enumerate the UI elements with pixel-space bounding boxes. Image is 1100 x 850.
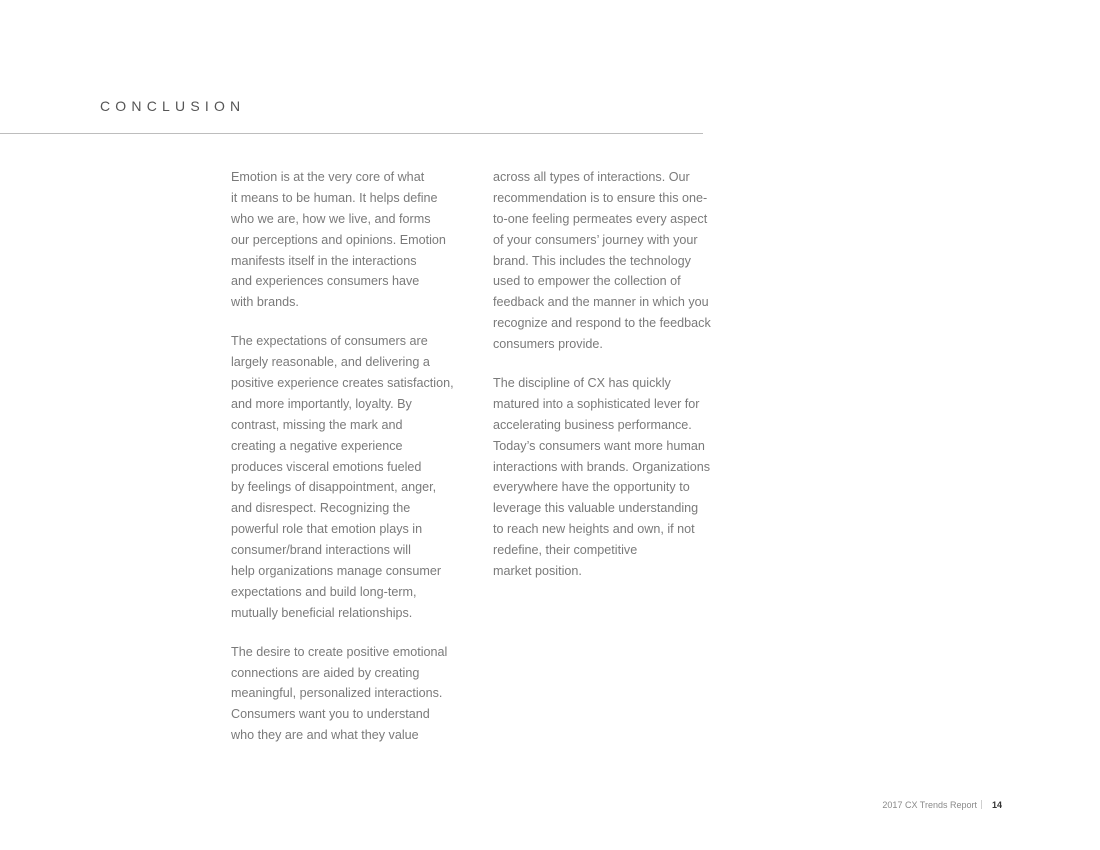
text-line: used to empower the collection of [493,274,681,289]
left-paragraph-1 [231,167,491,313]
text-line: powerful role that emotion plays in [231,522,423,537]
text-line: who we are, how we live, and forms [231,211,431,226]
text-line: across all types of interactions. Our [493,170,690,184]
text-line: The discipline of CX has quickly [493,376,671,391]
text-line: creating a negative experience [231,438,403,453]
text-line: it means to be human. It helps define [231,190,438,205]
text-line: by feelings of disappointment, anger, [231,480,437,495]
text-line: to-one feeling permeates every aspect [493,211,708,226]
text-line: everywhere have the opportunity to [493,480,690,495]
right-column [493,167,763,582]
page-footer [882,799,1002,811]
text-line: and disrespect. Recognizing the [231,501,411,516]
text-line: redefine, their competitive [493,543,638,558]
text-line: mutually beneficial relationships. [231,605,413,620]
text-line: expectations and build long-term, [231,584,417,599]
text-line: interactions with brands. Organizations [493,459,711,474]
text-line: recommendation is to ensure this one- [493,190,708,205]
left-paragraph-3 [231,642,491,746]
text-line: matured into a sophisticated lever for [493,396,700,411]
text-line: consumers provide. [493,337,603,352]
footer-divider [981,800,982,809]
text-line: accelerating business performance. [493,417,692,432]
section-title: CONCLUSION [100,98,246,114]
section-divider [0,133,703,134]
text-line: contrast, missing the mark and [231,417,403,432]
left-column [231,167,491,746]
right-paragraph-2 [493,373,763,582]
text-line: manifests itself in the interactions [231,253,417,268]
text-line: feedback and the manner in which you [493,295,709,310]
page-number: 14 [991,800,1002,810]
text-line: meaningful, personalized interactions. [231,686,443,701]
left-paragraph-2 [231,331,491,623]
text-line: recognize and respond to the feedback [493,316,711,331]
text-line: of your consumers’ journey with your [493,232,698,247]
text-line: consumer/brand interactions will [231,543,411,558]
text-line: who they are and what they value [231,728,419,743]
text-line: largely reasonable, and delivering a [231,355,430,370]
text-line: Emotion is at the very core of what [231,170,425,184]
text-line: produces visceral emotions fueled [231,459,422,474]
text-line: help organizations manage consumer [231,564,442,579]
text-line: leverage this valuable understanding [493,501,699,516]
text-line: The expectations of consumers are [231,334,428,349]
report-title: 2017 CX Trends Report [882,800,977,810]
text-line: to reach new heights and own, if not [493,522,695,537]
text-line: market position. [493,564,582,579]
text-line: brand. This includes the technology [493,253,691,268]
text-line: our perceptions and opinions. Emotion [231,232,446,247]
right-paragraph-1 [493,167,763,355]
text-line: positive experience creates satisfaction, [231,376,454,391]
text-line: Consumers want you to understand [231,707,430,722]
text-line: The desire to create positive emotional [231,644,448,659]
text-line: and experiences consumers have [231,274,420,289]
text-line: connections are aided by creating [231,665,420,680]
text-line: and more importantly, loyalty. By [231,396,412,411]
text-line: with brands. [231,295,299,310]
text-line: Today’s consumers want more human [493,438,705,453]
